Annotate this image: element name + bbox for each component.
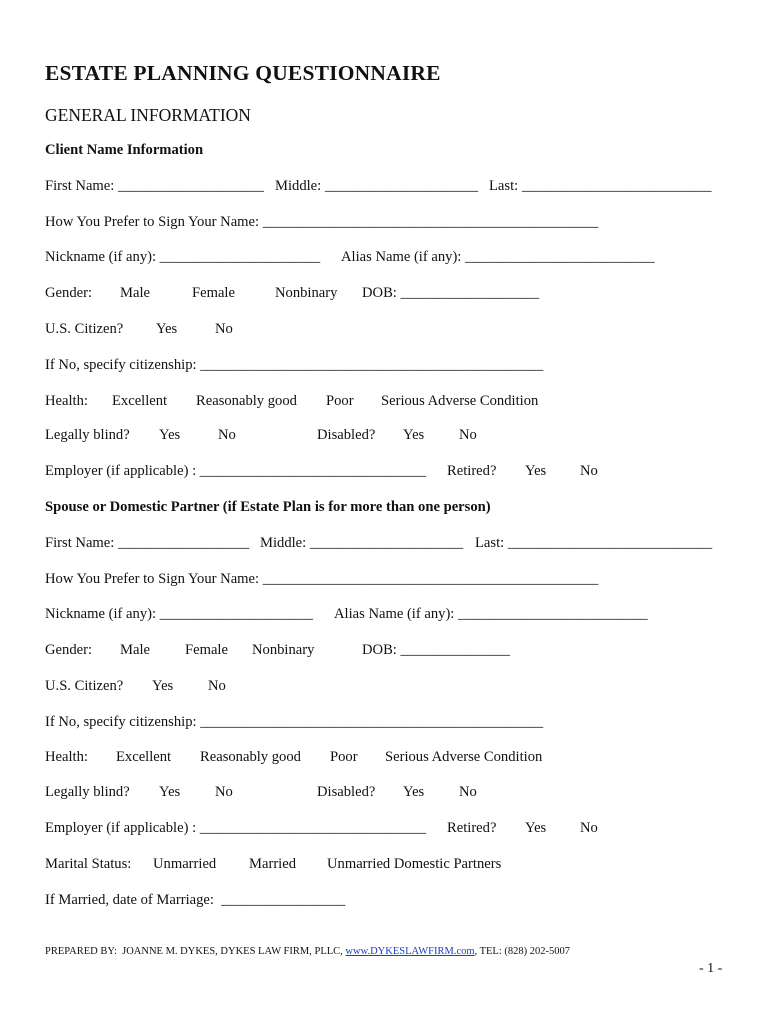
- spouse-disabled-label: Disabled?: [317, 784, 376, 800]
- spouse-health-label: Health:: [45, 749, 88, 765]
- spouse-gender-female-option[interactable]: Female: [185, 642, 228, 658]
- spouse-gender-label: Gender:: [45, 642, 93, 658]
- client-health-reasonably-good-option[interactable]: Reasonably good: [196, 393, 297, 409]
- spouse-citizen-yes-option[interactable]: Yes: [152, 678, 174, 694]
- spouse-citizenship-field[interactable]: If No, specify citizenship: _______________________________________________: [45, 714, 544, 730]
- marital-unmarried-option[interactable]: Unmarried: [153, 856, 217, 872]
- client-retired-yes-option[interactable]: Yes: [525, 463, 547, 479]
- spouse-health-serious-option[interactable]: Serious Adverse Condition: [385, 749, 543, 765]
- client-middle-name-field[interactable]: Middle: _____________________: [275, 178, 479, 194]
- client-employer-field[interactable]: Employer (if applicable) : _______________________________: [45, 463, 426, 479]
- client-gender-male-option[interactable]: Male: [120, 285, 150, 301]
- footer-prepared-by: PREPARED BY: JOANNE M. DYKES, DYKES LAW FIRM, PLLC,: [45, 946, 346, 957]
- spouse-citizen-no-option[interactable]: No: [208, 678, 226, 694]
- marital-status-label: Marital Status:: [45, 856, 132, 872]
- spouse-disabled-yes-option[interactable]: Yes: [403, 784, 425, 800]
- client-citizen-no-option[interactable]: No: [215, 321, 233, 337]
- client-health-label: Health:: [45, 393, 88, 409]
- spouse-blind-label: Legally blind?: [45, 784, 130, 800]
- spouse-nickname-field[interactable]: Nickname (if any): _____________________: [45, 606, 313, 622]
- spouse-signature-name-field[interactable]: How You Prefer to Sign Your Name: ______________________________________________: [45, 571, 599, 587]
- spouse-blind-yes-option[interactable]: Yes: [159, 784, 181, 800]
- footer-telephone: , TEL: (828) 202-5007: [474, 946, 571, 957]
- client-retired-no-option[interactable]: No: [580, 463, 598, 479]
- client-nickname-field[interactable]: Nickname (if any): ______________________: [45, 249, 321, 265]
- marital-married-option[interactable]: Married: [249, 856, 297, 872]
- spouse-retired-yes-option[interactable]: Yes: [525, 820, 547, 836]
- client-citizen-yes-option[interactable]: Yes: [156, 321, 178, 337]
- footer-website-link[interactable]: www.DYKESLAWFIRM.com: [345, 946, 475, 957]
- spouse-retired-no-option[interactable]: No: [580, 820, 598, 836]
- client-blind-yes-option[interactable]: Yes: [159, 427, 181, 443]
- client-last-name-field[interactable]: Last: __________________________: [489, 178, 712, 194]
- client-gender-nonbinary-option[interactable]: Nonbinary: [275, 285, 338, 301]
- client-health-excellent-option[interactable]: Excellent: [112, 393, 168, 409]
- spouse-first-name-field[interactable]: First Name: __________________: [45, 535, 250, 551]
- marital-domestic-partners-option[interactable]: Unmarried Domestic Partners: [327, 856, 502, 872]
- client-disabled-yes-option[interactable]: Yes: [403, 427, 425, 443]
- spouse-employer-field[interactable]: Employer (if applicable) : _______________________________: [45, 820, 426, 836]
- client-citizenship-field[interactable]: If No, specify citizenship: _______________________________________________: [45, 357, 544, 373]
- client-citizen-label: U.S. Citizen?: [45, 321, 124, 337]
- document-title: ESTATE PLANNING QUESTIONNAIRE: [45, 61, 441, 85]
- client-retired-label: Retired?: [447, 463, 497, 479]
- marriage-date-field[interactable]: If Married, date of Marriage: _________________: [45, 892, 346, 908]
- spouse-citizen-label: U.S. Citizen?: [45, 678, 124, 694]
- spouse-health-reasonably-good-option[interactable]: Reasonably good: [200, 749, 301, 765]
- spouse-health-excellent-option[interactable]: Excellent: [116, 749, 172, 765]
- spouse-gender-nonbinary-option[interactable]: Nonbinary: [252, 642, 315, 658]
- client-first-name-field[interactable]: First Name: ____________________: [45, 178, 264, 194]
- spouse-health-poor-option[interactable]: Poor: [330, 749, 358, 765]
- client-disabled-no-option[interactable]: No: [459, 427, 477, 443]
- client-blind-label: Legally blind?: [45, 427, 130, 443]
- page-number: - 1 -: [699, 961, 723, 976]
- client-health-poor-option[interactable]: Poor: [326, 393, 354, 409]
- client-signature-name-field[interactable]: How You Prefer to Sign Your Name: ______________________________________________: [45, 214, 599, 230]
- spouse-heading: Spouse or Domestic Partner (if Estate Plan is for more than one person): [45, 499, 491, 515]
- spouse-middle-name-field[interactable]: Middle: _____________________: [260, 535, 464, 551]
- spouse-alias-field[interactable]: Alias Name (if any): __________________________: [334, 606, 648, 622]
- client-disabled-label: Disabled?: [317, 427, 376, 443]
- footer: [45, 946, 570, 957]
- client-blind-no-option[interactable]: No: [218, 427, 236, 443]
- client-heading: Client Name Information: [45, 142, 204, 158]
- spouse-last-name-field[interactable]: Last: ____________________________: [475, 535, 713, 551]
- client-dob-field[interactable]: DOB: ___________________: [362, 285, 540, 301]
- spouse-retired-label: Retired?: [447, 820, 497, 836]
- spouse-blind-no-option[interactable]: No: [215, 784, 233, 800]
- spouse-dob-field[interactable]: DOB: _______________: [362, 642, 510, 658]
- client-gender-label: Gender:: [45, 285, 93, 301]
- spouse-disabled-no-option[interactable]: No: [459, 784, 477, 800]
- client-alias-field[interactable]: Alias Name (if any): __________________________: [341, 249, 655, 265]
- client-gender-female-option[interactable]: Female: [192, 285, 235, 301]
- section-heading: GENERAL INFORMATION: [45, 105, 251, 125]
- client-health-serious-option[interactable]: Serious Adverse Condition: [381, 393, 539, 409]
- spouse-gender-male-option[interactable]: Male: [120, 642, 150, 658]
